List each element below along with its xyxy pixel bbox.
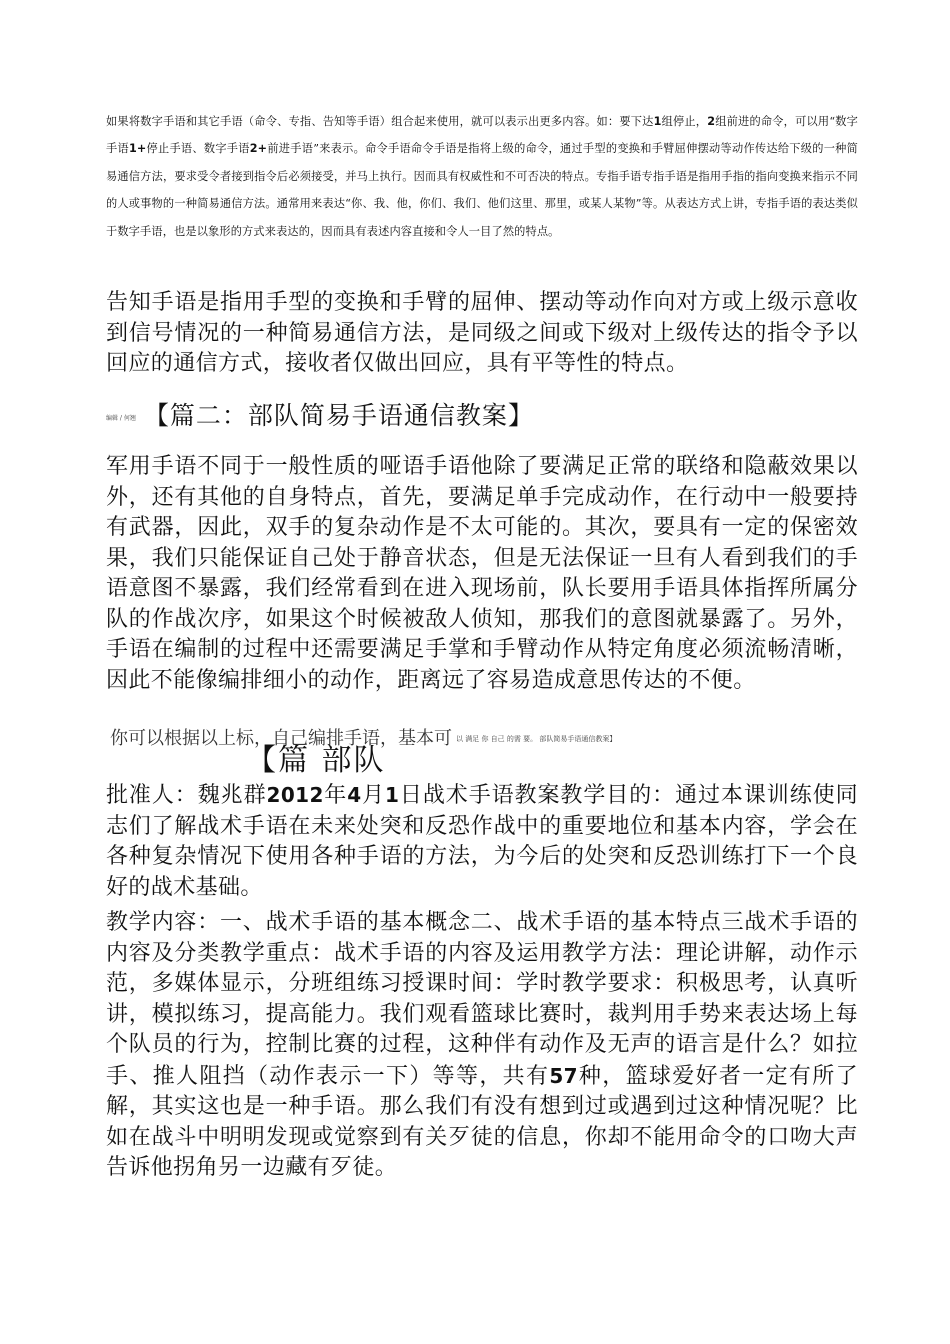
text-span: ”等。从表达方式上讲，专指手语的表达类似于数字手语，也是以象形的方式来表达的，因而具有表述内容直接和令人一目了然的特点。 (106, 197, 858, 238)
text-span: 如果将数字手语和其它手语（命令、专指、告知等手语）组合起来使用，就可以表示出更多内容。如：要下达 (106, 115, 654, 128)
number-span: 1+ (128, 142, 147, 156)
text-span: 年 (323, 783, 348, 808)
section-heading (106, 392, 534, 436)
text-span: 组前进的命令，可以用 (715, 115, 830, 128)
text-span: “你、我、他，你们、我们、他们这里、那里，或某人某物 (345, 197, 636, 211)
hand-signal-types-paragraph (106, 108, 858, 245)
text-span: 月 (361, 783, 386, 808)
text-span: 种，篮球爱好者一定有所了解，其实这也是一种手语。那么我们有没有想到过或遇到过这种情况呢？比如在战斗中明明发现或觉察到有关歹徒的信息，你却不能用命令的口吻大声告诉他拐角另一边藏有歹徒。 (106, 1063, 858, 1180)
number-span: 1 (653, 115, 662, 128)
inform-signal-paragraph: 告知手语是指用手型的变换和手臂的屈伸、摆动等动作向对方或上级示意收到信号情况的一种简易通信方法，是同级之间或下级对上级传达的指令予以回应的通信方式，接收者仅做出回应，具有平等性的特点。 (106, 290, 858, 376)
text-span: 教学内容：一、战术手语的基本概念二、战术手语的基本特点三战术手语的内容及分类教学重点：战术手语的内容及运用教学方法：理论讲解，动作示范，多媒体显示，分班组练习授课时间：学时教学要求：积极思考，认真听讲，模拟练习，提高能力。我们观看篮球比赛时，裁判用手势来表达场上每个队员的行为，控制比赛的过程，这种伴有动作及无声的语言是什么？如拉手、推人阻挡（动作表示一下）等等，共有 (106, 910, 858, 1089)
number-span: 2012 (266, 783, 324, 807)
text-span: 以 满足 你 自己 的需 要。 部队简易手语通信教案】 (456, 735, 617, 743)
editor-note: 编辑 / 何翘 (106, 414, 136, 422)
number-span: 57 (549, 1063, 578, 1088)
teaching-content-paragraph (106, 908, 858, 1184)
lesson-plan-paragraph (106, 780, 858, 903)
text-span: 批准人：魏兆群 (106, 783, 267, 808)
truncated-section-heading: 【篇 部队 (246, 743, 386, 778)
text-span: 组停止， (661, 115, 708, 128)
text-span: 你可以根据以上标，自己编排手语，基本可 (110, 728, 452, 749)
number-span: 4 (347, 783, 362, 807)
section-title: 【篇二：部队简易手语通信教案】 (143, 401, 534, 430)
number-span: 2 (707, 115, 716, 128)
number-span: 1 (385, 783, 400, 807)
text-span: ”来表示。命令手语命令手语是指将上级的命令，通过手型的变换和手臂屈伸摆动等动作传达给下级的一种简易通信方法，要求受令者接到指令后必须接受，并马上执行。因而具有权威性和不可否决的特点。专指手语专指手语是指用手指的指向变换来指示不同的人或事物的一种简易通信方法。通常用来表达 (106, 142, 858, 211)
text-span: “数字手语 (106, 115, 858, 156)
text-span: 日战术手语教案教学目的：通过本课训练使同志们了解战术手语在未来处突和反恐作战中的重要地位和基本内容，学会在各种复杂情况下使用各种手语的方法，为今后的处突和反恐训练打下一个良好的战术基础。 (106, 783, 858, 900)
overlapping-text-line (110, 728, 710, 750)
text-span: 停止手语、数字手语 (146, 142, 250, 156)
number-span: 2+ (249, 142, 268, 156)
text-span: 前进手语 (267, 142, 314, 156)
military-sign-language-paragraph: 军用手语不同于一般性质的哑语手语他除了要满足正常的联络和隐蔽效果以外，还有其他的自身特点，首先，要满足单手完成动作，在行动中一般要持有武器，因此，双手的复杂动作是不太可能的。其次，要具有一定的保密效果，我们只能保证自己处于静音状态，但是无法保证一旦有人看到我们的手语意图不暴露，我们经常看到在进入现场前，队长要用手语具体指挥所属分队的作战次序，如果这个时候被敌人侦知，那我们的意图就暴露了。另外，手语在编制的过程中还需要满足手掌和手臂动作从特定角度必须流畅清晰，因此不能像编排细小的动作，距离远了容易造成意思传达的不便。 (106, 454, 858, 693)
